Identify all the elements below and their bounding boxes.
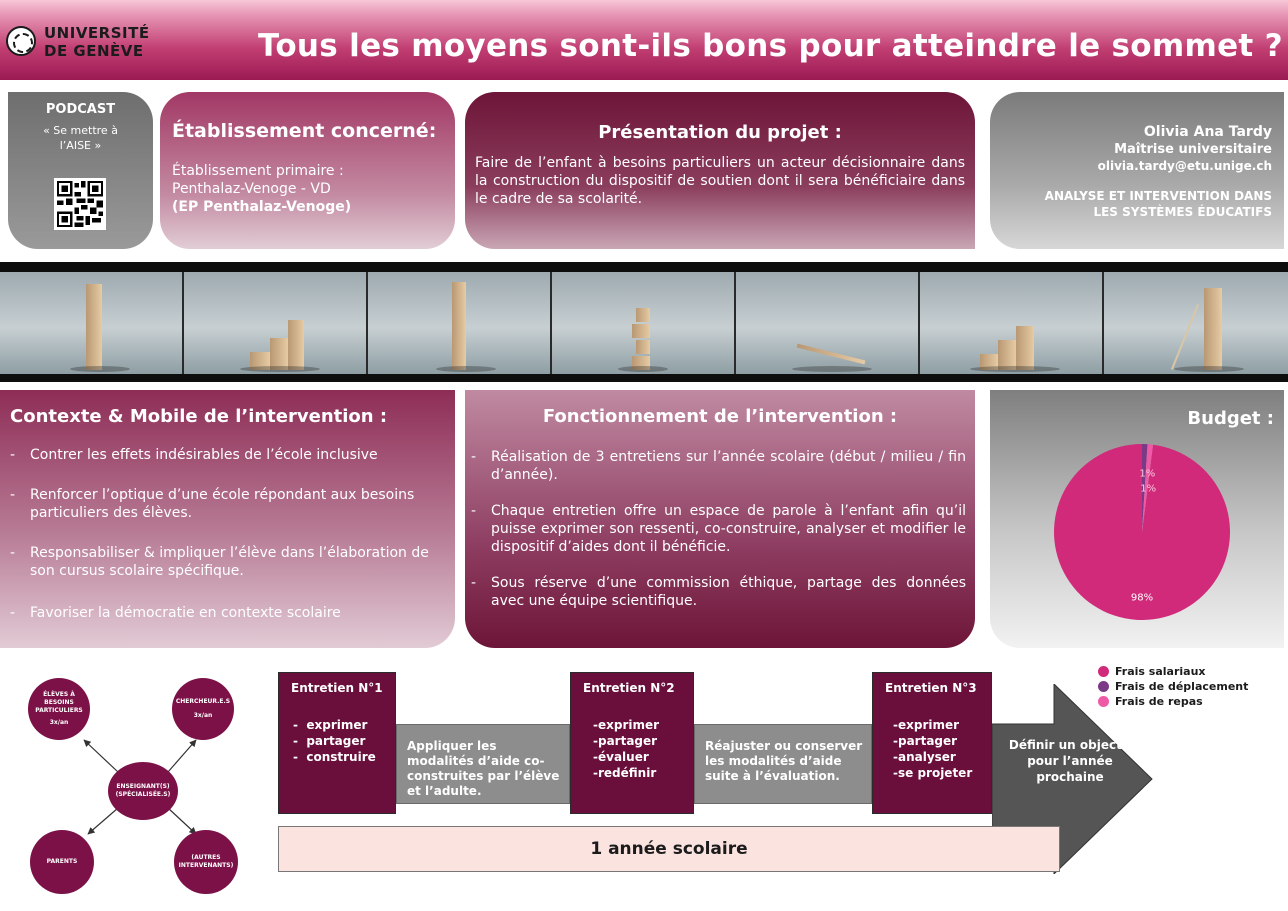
list-item: -se projeter bbox=[893, 766, 973, 780]
node-autres-line2: INTERVENANTS) bbox=[178, 862, 234, 869]
podcast-subtitle bbox=[8, 123, 153, 153]
node-chercheurs bbox=[172, 678, 234, 740]
list-item: -exprimer bbox=[593, 718, 660, 732]
entretien-1-box bbox=[278, 672, 396, 814]
pie-label-0: 98% bbox=[1130, 592, 1154, 604]
node-parents-label: PARENTS bbox=[46, 858, 78, 865]
node-eleves bbox=[28, 678, 90, 740]
node-eleves-line3: PARTICULIERS bbox=[35, 707, 83, 714]
budget-panel bbox=[990, 390, 1284, 648]
connector-chercheurs bbox=[168, 740, 196, 772]
list-item: - Chaque entretien offre un espace de parole à l’enfant afin qu’il puisse exprimer son ressenti, co-construire, analyser et modifier le dispositif d’aides dont il bénéficie. bbox=[465, 502, 970, 556]
film-frame-stairs bbox=[920, 272, 1104, 374]
film-strip-image bbox=[0, 262, 1288, 382]
node-chercheurs-frequency: 3x/an bbox=[193, 712, 213, 719]
logo-line1: UNIVERSITÉ bbox=[44, 24, 150, 42]
qr-code-icon[interactable] bbox=[54, 178, 106, 230]
list-item: - Responsabiliser & impliquer l’élève dans l’élaboration de son cursus scolaire spécifique. bbox=[4, 544, 449, 580]
legend-label-salariaux: Frais salariaux bbox=[1115, 665, 1206, 678]
film-strip-frames bbox=[0, 272, 1288, 374]
legend-swatch-salariaux bbox=[1098, 666, 1109, 677]
film-frame-stack bbox=[552, 272, 736, 374]
stair-shape-3 bbox=[1016, 326, 1034, 370]
entretien-3-title: Entretien N°3 bbox=[885, 681, 977, 695]
author-panel bbox=[990, 92, 1284, 249]
university-seal-icon bbox=[6, 26, 36, 56]
list-item: -partager bbox=[893, 734, 958, 748]
author-degree: Maîtrise universitaire bbox=[1114, 142, 1272, 157]
presentation-text: Faire de l’enfant à besoins particuliers un acteur décisionnaire dans la construction du dispositif de soutien dont il sera bénéficiaire dans le cadre de sa scolarité. bbox=[475, 155, 965, 207]
list-item: - exprimer bbox=[293, 718, 368, 732]
author-email[interactable]: olivia.tardy@etu.unige.ch bbox=[1097, 159, 1272, 173]
node-eleves-line1: ÉLÈVES À bbox=[43, 691, 75, 698]
etablissement-heading: Établissement concerné: bbox=[172, 120, 437, 142]
shadow-shape bbox=[70, 366, 130, 372]
list-item: -évaluer bbox=[593, 750, 649, 764]
step-appliquer: Appliquer les modalités d’aide co-construites par l’élève et l’adulte. bbox=[396, 724, 570, 804]
node-enseignants bbox=[108, 762, 178, 820]
university-logo bbox=[6, 22, 156, 62]
step-shape-3 bbox=[288, 320, 304, 370]
presentation-panel bbox=[465, 92, 975, 249]
pillar-shape bbox=[1204, 288, 1222, 370]
film-frame-pillar bbox=[368, 272, 552, 374]
fonctionnement-list bbox=[465, 448, 970, 628]
node-eleves-frequency: 3x/an bbox=[49, 719, 69, 726]
shadow-shape bbox=[792, 366, 872, 372]
legend-label-repas: Frais de repas bbox=[1115, 695, 1203, 708]
author-department bbox=[990, 188, 1272, 220]
ladder-shape bbox=[1171, 304, 1199, 370]
actors-diagram bbox=[0, 662, 280, 907]
list-item: - Renforcer l’optique d’une école répondant aux besoins particuliers des élèves. bbox=[4, 486, 449, 522]
list-item: -analyser bbox=[893, 750, 956, 764]
list-item: -exprimer bbox=[893, 718, 960, 732]
podcast-subtitle-line1: « Se mettre à bbox=[43, 124, 118, 137]
etablissement-line1: Établissement primaire : bbox=[172, 163, 344, 179]
node-autres bbox=[174, 830, 238, 894]
podcast-title: PODCAST bbox=[45, 102, 116, 117]
budget-pie-chart bbox=[1052, 442, 1232, 622]
author-dept-line2: LES SYSTÈMES ÉDUCATIFS bbox=[1093, 205, 1272, 219]
node-eleves-line2: BESOINS bbox=[44, 699, 74, 706]
node-enseignants-line1: ENSEIGNANT(S) bbox=[116, 783, 170, 790]
shadow-shape bbox=[1174, 366, 1244, 372]
year-bar: 1 année scolaire bbox=[278, 826, 1060, 872]
fonctionnement-heading: Fonctionnement de l’intervention : bbox=[542, 406, 898, 427]
list-item: - partager bbox=[293, 734, 366, 748]
list-item: - Favoriser la démocratie en contexte scolaire bbox=[4, 604, 449, 622]
film-frame-steps bbox=[184, 272, 368, 374]
author-dept-line1: ANALYSE ET INTERVENTION DANS bbox=[1044, 189, 1272, 203]
list-item: - Sous réserve d’une commission éthique, partage des données avec une équipe scientifique. bbox=[465, 574, 970, 610]
final-arrow-text: Définir un objectif pour l’année prochaine bbox=[1008, 738, 1132, 784]
etablissement-line3: (EP Penthalaz-Venoge) bbox=[172, 199, 352, 215]
etablissement-panel bbox=[160, 92, 455, 249]
logo-line2: DE GENÈVE bbox=[44, 42, 144, 60]
block-shape-1 bbox=[636, 308, 650, 322]
node-autres-line1: (AUTRES bbox=[191, 854, 221, 861]
step-reajuster: Réajuster ou conserver les modalités d’aide suite à l’évaluation. bbox=[694, 724, 872, 804]
film-frame-climb bbox=[0, 272, 184, 374]
node-chercheurs-label: CHERCHEUR.E.S bbox=[175, 698, 231, 705]
list-item: -partager bbox=[593, 734, 658, 748]
entretien-2-box bbox=[570, 672, 694, 814]
shadow-shape bbox=[970, 366, 1060, 372]
pie-label-1: 1% bbox=[1139, 468, 1156, 480]
pie-label-2: 1% bbox=[1140, 483, 1157, 495]
poster-title: Tous les moyens sont-ils bons pour atteindre le sommet ? bbox=[258, 28, 1283, 64]
legend-item-salariaux bbox=[1098, 664, 1288, 679]
author-name: Olivia Ana Tardy bbox=[1143, 124, 1272, 140]
entretien-1-title: Entretien N°1 bbox=[291, 681, 383, 695]
contexte-heading: Contexte & Mobile de l’intervention : bbox=[10, 406, 388, 427]
fonctionnement-panel bbox=[465, 390, 975, 648]
entretien-1-items bbox=[293, 717, 376, 765]
entretien-3-box bbox=[872, 672, 992, 814]
connector-parents bbox=[88, 808, 118, 834]
header-banner bbox=[0, 0, 1288, 80]
etablissement-line2: Penthalaz-Venoge - VD bbox=[172, 181, 331, 197]
entretien-3-items bbox=[893, 717, 972, 781]
film-frame-seesaw bbox=[736, 272, 920, 374]
pillar-shape bbox=[452, 282, 466, 370]
presentation-heading: Présentation du projet : bbox=[598, 122, 842, 143]
list-item: - construire bbox=[293, 750, 376, 764]
list-item: -redéfinir bbox=[593, 766, 657, 780]
node-enseignants-line2: (SPÉCIALISÉE.S) bbox=[115, 791, 171, 798]
connector-autres bbox=[168, 808, 196, 834]
seesaw-shape bbox=[797, 344, 866, 365]
budget-heading: Budget : bbox=[1187, 408, 1274, 429]
podcast-subtitle-line2: l’AISE » bbox=[59, 139, 102, 152]
pillar-shape bbox=[86, 284, 102, 370]
entretien-2-items bbox=[593, 717, 659, 781]
contexte-list bbox=[4, 446, 449, 644]
legend-label-deplacement: Frais de déplacement bbox=[1115, 680, 1249, 693]
contexte-panel bbox=[0, 390, 455, 648]
list-item: - Réalisation de 3 entretiens sur l’année scolaire (début / milieu / fin d’année). bbox=[465, 448, 970, 484]
connector-eleves bbox=[84, 740, 118, 772]
shadow-shape bbox=[240, 366, 320, 372]
film-frame-ladder bbox=[1104, 272, 1288, 374]
shadow-shape bbox=[618, 366, 668, 372]
block-shape-3 bbox=[636, 340, 650, 354]
list-item: - Contrer les effets indésirables de l’école inclusive bbox=[4, 446, 449, 464]
block-shape-2 bbox=[632, 324, 650, 338]
entretien-2-title: Entretien N°2 bbox=[583, 681, 675, 695]
podcast-panel bbox=[8, 92, 153, 249]
etablissement-text bbox=[172, 162, 351, 216]
shadow-shape bbox=[436, 366, 496, 372]
node-parents bbox=[30, 830, 94, 894]
